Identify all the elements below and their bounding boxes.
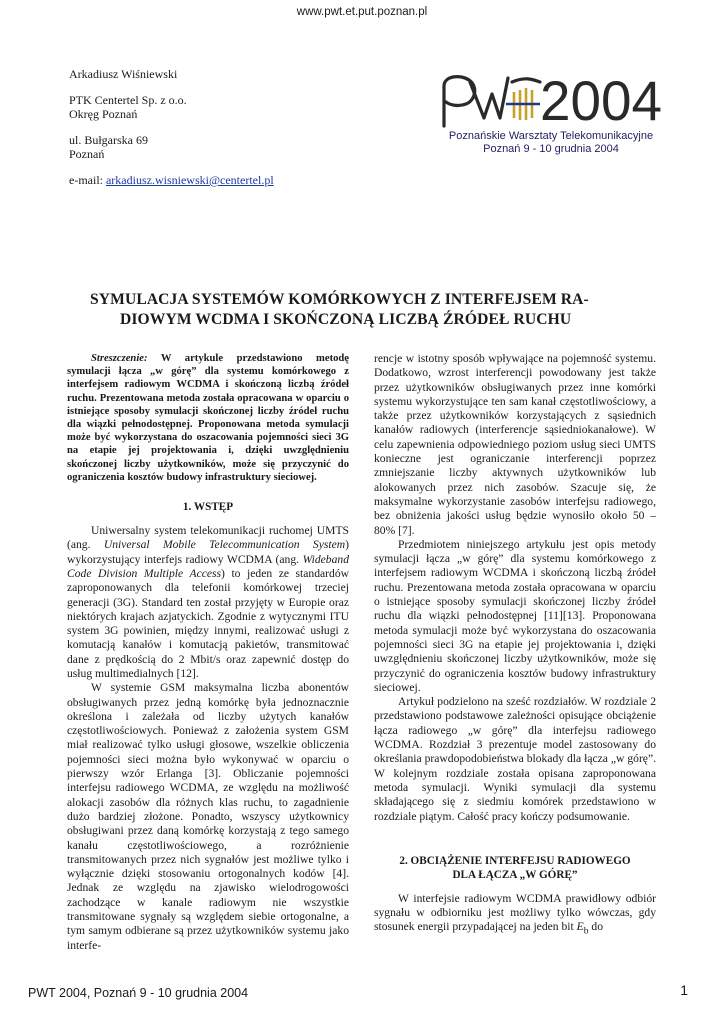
paragraph — [67, 524, 349, 681]
right-column — [374, 352, 656, 939]
author-block — [69, 67, 369, 199]
conference-name: Poznańskie Warsztaty Telekomunikacyjne — [448, 130, 654, 142]
author-email — [69, 173, 369, 187]
section-2-heading-line-1: 2. OBCIĄŻENIE INTERFEJSU RADIOWEGO — [399, 854, 631, 867]
symbol-eb: E — [576, 920, 584, 934]
page-number: 1 — [680, 982, 688, 998]
author-address — [69, 133, 369, 161]
conference-date: Poznań 9 - 10 grudnia 2004 — [483, 143, 619, 155]
author-region: Okręg Poznań — [69, 107, 138, 121]
paragraph: Przedmiotem niniejszego artykułu jest opis metody symulacji łącza „w górę” dla systemu komórkowego z interfejsem radiowym WCDMA i skończoną liczbą źródeł ruchu. Prezentowana metoda została opracowana w oparciu o istniejące sposoby symulacji skończonej liczby źródeł ruchu dla wiązki pełnodostępnej [11][13]. Proponowana metoda symulacji może być wykorzystana do oszacowania pojemności sieci 3G na etapie jej projektowania i, dzięki uwzględnieniu skończonej liczby użytkowników, może się przyczynić do ograniczenia kosztów budowy infrastruktury sieciowej. — [374, 537, 656, 694]
author-affiliation — [69, 93, 369, 121]
section-1-heading: 1. WSTĘP — [182, 501, 234, 514]
author-city: Poznań — [69, 147, 105, 161]
text-run: Uniwersalny system telekomunikacji ruchomej UMTS (ang. — [67, 524, 349, 552]
author-name: Arkadiusz Wiśniewski — [69, 67, 178, 81]
logo-caption — [426, 130, 676, 156]
abstract — [67, 352, 349, 484]
section-2-heading-line-2: DLA ŁĄCZA „W GÓRĘ” — [452, 868, 578, 881]
text-run: ) wykorzystujący interfejs radiowy WCDMA (ang. — [67, 538, 349, 566]
paragraph — [374, 892, 656, 939]
title-line-1: SYMULACJA SYSTEMÓW KOMÓRKOWYCH Z INTERFEJSEM RA- — [90, 291, 589, 308]
paragraph-continued: rencje w istotny sposób wpływające na pojemność systemu. Dodatkowo, wzrost interferencji powodowany jest także przez użytkowników obsługiwanych przez inne komórki systemu wykorzystujące ten sam kanał częstotliwościowy, a także przez użytkowników korzystających z sąsiednich kanałów radiowych (interferencje sąsiedniokanałowe). W celu zapewnienia odpowiedniego poziom usług sieci UMTS konieczne jest ograniczanie interferencji poprzez zmniejszanie liczby aktywnych użytkowników lub alokowanych przez nich zasobów. Szacuje się, że maksymalne wykorzystanie zasobów interfejsu radiowego, bez obniżenia jakości usług będzie wynosiło około 50 – 80% [7]. — [374, 352, 656, 537]
logo-year: 2004 — [540, 69, 662, 132]
header-url[interactable]: www.pwt.et.put.poznan.pl — [296, 6, 428, 18]
section-2-heading — [374, 854, 656, 882]
author-org: PTK Centertel Sp. z o.o. — [69, 93, 187, 107]
text-run: W interfejsie radiowym WCDMA prawidłowy odbiór sygnału w odbiorniku jest możliwy tylko wówczas, gdy stosunek energii przypadającej na jeden bit — [374, 891, 656, 934]
text-run-italic: Wideband Code Division Multiple Access — [67, 552, 349, 580]
abstract-text: W artykule przedstawiono metodę symulacji łącza „w górę” dla systemu komórkowego z interfejsem radiowym WCDMA i skończoną liczbą źródeł ruchu. Prezentowana metoda została opracowana w oparciu o istniejące sposoby symulacji skończonej liczby źródeł ruchu dla wiązki pełnodostępnej. Proponowana metoda symulacji może być wykorzystana do oszacowania pojemności sieci 3G na etapie jej projektowania i, dzięki uwzględnieniu skończonej liczby użytkowników, może się przyczynić do ograniczenia kosztów budowy infrastruktury sieciowej. — [67, 353, 349, 483]
text-run-italic: Universal Mobile Telecommunication System — [103, 538, 346, 552]
symbol-subscript: b — [583, 925, 589, 937]
paper-title — [90, 290, 650, 330]
email-link[interactable]: arkadiusz.wisniewski@centertel.pl — [105, 173, 274, 187]
left-column — [67, 352, 349, 953]
abstract-lead: Streszczenie: — [91, 353, 148, 364]
author-street: ul. Bułgarska 69 — [69, 133, 148, 147]
title-line-2: DIOWYM WCDMA I SKOŃCZONĄ LICZBĄ ŹRÓDEŁ RUCHU — [120, 311, 572, 328]
email-label: e-mail: — [69, 173, 106, 187]
paragraph: Artykuł podzielono na sześć rozdziałów. W rozdziale 2 przedstawiono podstawowe zależności opisujące obciążenie łącza radiowego „w górę” dla interfejsu radiowego WCDMA. Rozdział 3 prezentuje model zastosowany do określania prawdopodobieństwa blokady dla łącza „w górę”. W kolejnym rozdziale została opisana zaproponowana metoda symulacji. Wyniki symulacji dla systemu składającego się z siedmiu komórek przedstawiono w rozdziale piątym. Całość pracy kończy podsumowanie. — [374, 695, 656, 823]
text-run: ) to jeden ze standardów zaproponowanych dla telefonii komórkowej trzeciej generacji (3G). Standard ten został przyjęty w Europie oraz niektórych krajach azjatyckich. Zgodnie z wytycznymi ITU system 3G powinien, między innymi, realizować usługi z komutacją kanałów i komutacją pakietów, transmitować dane z prędkością do 2 Mbit/s oraz zapewnić dostęp do usług multimedialnych [12]. — [67, 566, 349, 680]
footer-conference: PWT 2004, Poznań 9 - 10 grudnia 2004 — [28, 986, 249, 1000]
text-run: do — [588, 920, 604, 934]
paragraph: W systemie GSM maksymalna liczba abonentów obsługiwanych przez jedną komórkę była jednoznacznie określona i zależała od liczby użytych kanałów częstotliwościowych. Ponieważ z założenia system GSM miał realizować tylko usługi głosowe, wszelkie obliczenia pojemności sieci można było wykonywać w oparciu o pierwszy wzór Erlanga [3]. Obliczanie pojemności interfejsu radiowego WCDMA, ze względu na możliwość alokacji zasobów dla różnych klas ruchu, to zagadnienie dużo bardziej złożone. Ponadto, wszyscy użytkownicy obsługiwani przez daną komórkę korzystają z tego samego kanału częstotliwościowego, a rozróżnienie transmitowanych przez nich sygnałów jest możliwe tylko i wyłącznie dzięki stosowaniu ortogonalnych kodów [4]. Jednak ze względu na zjawisko wielodrogowości zachodzące w kanale radiowym nie wszystkie transmitowane sygnały są względem siebie ortogonalne, a tym samym odbierane są przez użytkowników systemu jako interfe- — [67, 681, 349, 952]
